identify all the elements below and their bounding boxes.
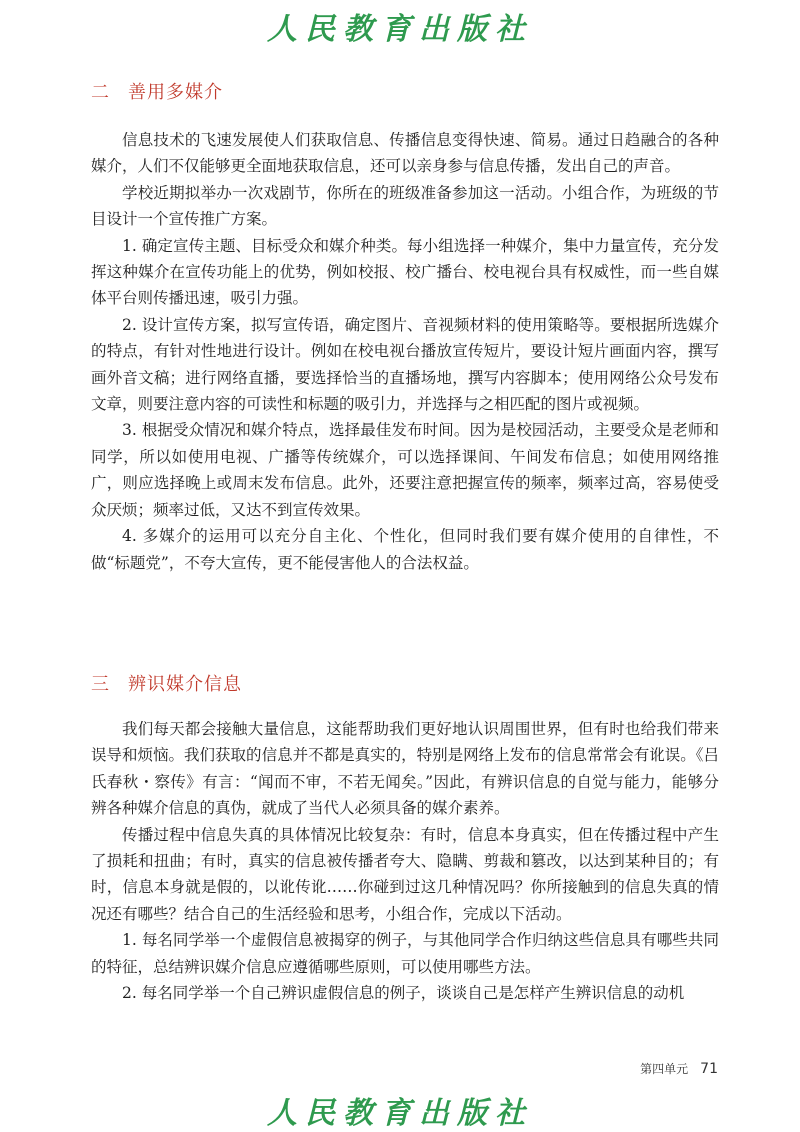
paragraph: 1. 确定宣传主题、目标受众和媒介种类。每小组选择一种媒介，集中力量宣传，充分发挥这种媒介在宣传功能上的优势，例如校报、校广播台、校电视台具有权威性，而一些自媒体平台则传播迅速，吸引力强。 [91,236,719,308]
section-number: 二 [91,82,110,103]
paragraph: 我们每天都会接触大量信息，这能帮助我们更好地认识周围世界，但有时也给我们带来误导和烦恼。我们获取的信息并不都是真实的，特别是网络上发布的信息常常会有讹误。《吕氏春秋・察传》有言：“闻而不审，不若无闻矣。”因此，有辨识信息的自觉与能力，能够分辨各种媒介信息的真伪，就成了当代人必须具备的媒介素养。 [91,720,719,818]
paragraph: 学校近期拟举办一次戏剧节，你所在的班级准备参加这一活动。小组合作，为班级的节目设计一个宣传推广方案。 [91,183,719,229]
publisher-watermark-bottom: 人民教育出版社 [267,1096,533,1131]
section-number: 三 [91,674,110,695]
section-heading-2 [91,78,223,104]
paragraph: 1. 每名同学举一个虚假信息被揭穿的例子，与其他同学合作归纳这些信息具有哪些共同的特征，总结辨识媒介信息应遵循哪些原则，可以使用哪些方法。 [91,931,719,976]
paragraph: 2. 每名同学举一个自己辨识虚假信息的例子，谈谈自己是怎样产生辨识信息的动机 [122,984,685,1003]
unit-label: 第四单元 [640,1062,689,1076]
section-title-text: 辨识媒介信息 [128,674,242,695]
page-footer [640,1060,718,1077]
paragraph: 4. 多媒介的运用可以充分自主化、个性化，但同时我们要有媒介使用的自律性，不做“标题党”，不夸大宣传，更不能侵害他人的合法权益。 [91,527,719,572]
publisher-watermark-top: 人民教育出版社 [267,12,533,47]
paragraph: 信息技术的飞速发展使人们获取信息、传播信息变得快速、简易。通过日趋融合的各种媒介，人们不仅能够更全面地获取信息，还可以亲身参与信息传播，发出自己的声音。 [91,131,719,176]
page-number: 71 [700,1061,718,1077]
section-2-body [91,127,719,576]
paragraph: 3. 根据受众情况和媒介特点，选择最佳发布时间。因为是校园活动，主要受众是老师和同学，所以如使用电视、广播等传统媒介，可以选择课间、午间发布信息；如使用网络推广，则应选择晚上或周末发布信息。此外，还要注意把握宣传的频率，频率过高，容易使受众厌烦；频率过低，又达不到宣传效果。 [91,421,719,519]
paragraph: 2. 设计宣传方案，拟写宣传语，确定图片、音视频材料的使用策略等。要根据所选媒介的特点，有针对性地进行设计。例如在校电视台播放宣传短片，要设计短片画面内容，撰写画外音文稿；进行网络直播，要选择恰当的直播场地，撰写内容脚本；使用网络公众号发布文章，则要注意内容的可读性和标题的吸引力，并选择与之相匹配的图片或视频。 [91,315,719,414]
paragraph: 传播过程中信息失真的具体情况比较复杂：有时，信息本身真实，但在传播过程中产生了损耗和扭曲；有时，真实的信息被传播者夸大、隐瞒、剪裁和篡改，以达到某种目的；有时，信息本身就是假的，以讹传讹……你碰到过这几种情况吗？你所接触到的信息失真的情况还有哪些？结合自己的生活经验和思考，小组合作，完成以下活动。 [91,825,719,923]
section-heading-3 [91,670,242,696]
section-3-body [91,716,719,1006]
section-title-text: 善用多媒介 [128,82,223,103]
